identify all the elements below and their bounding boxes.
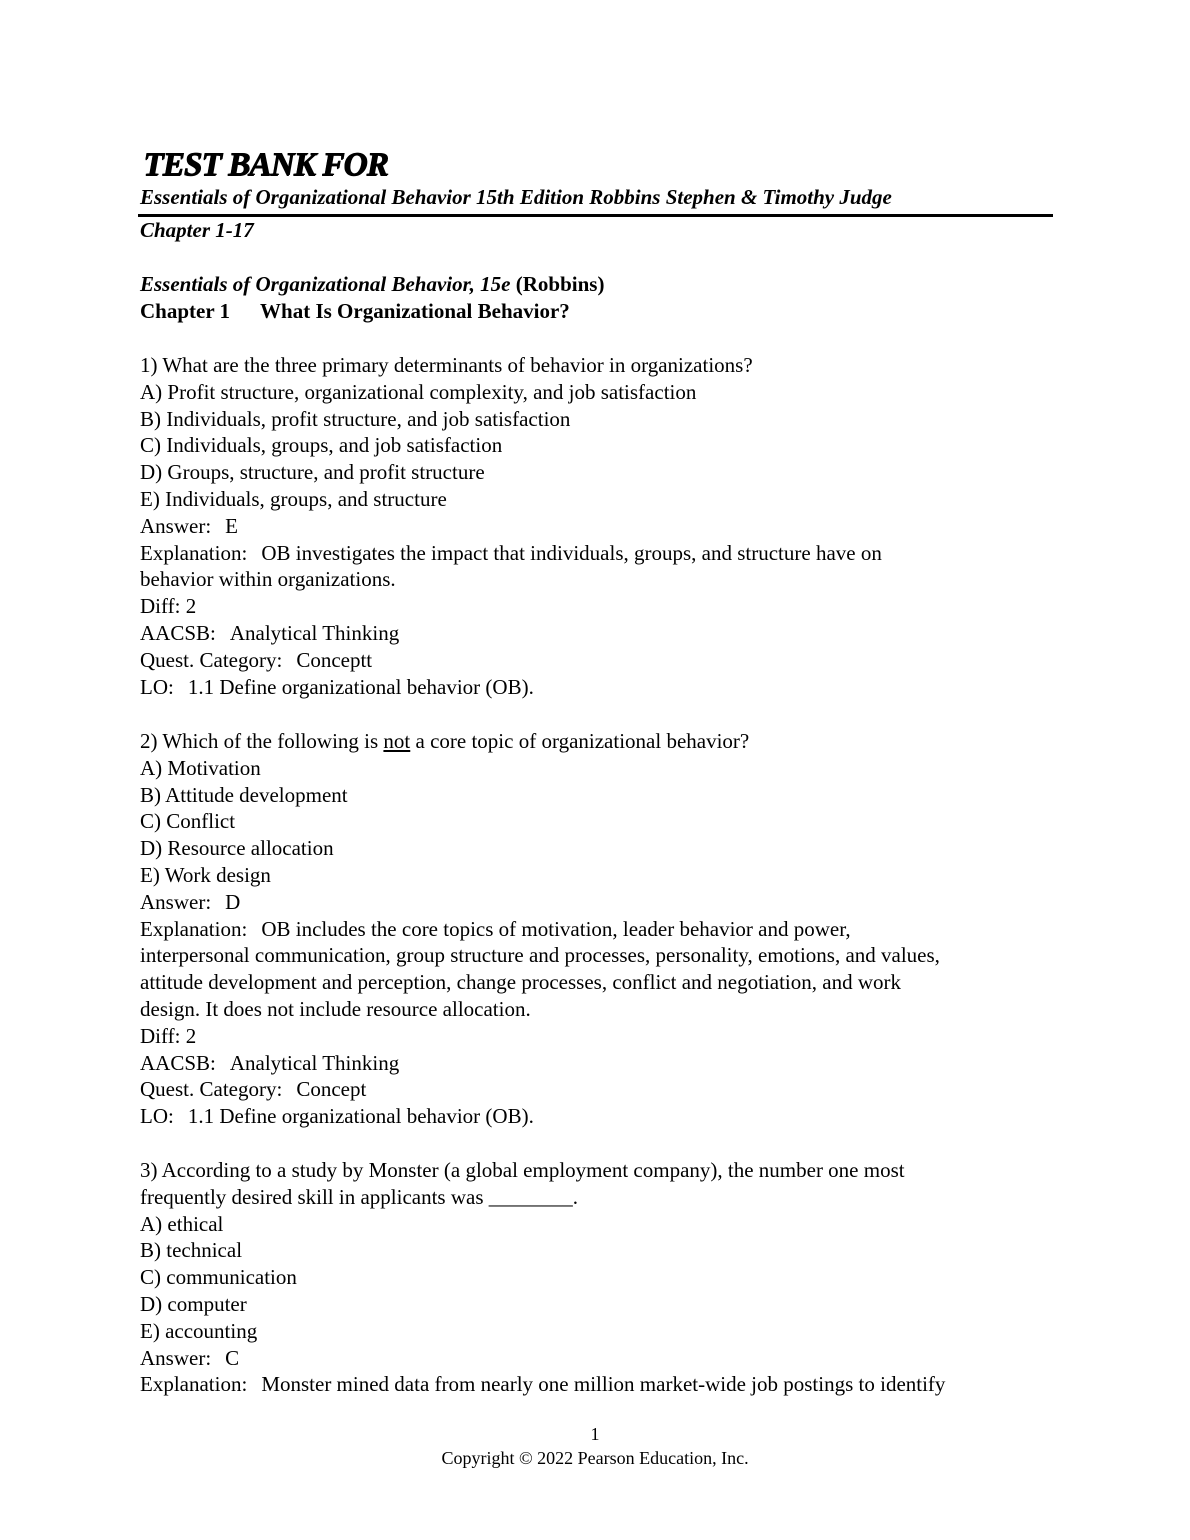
explanation-line (140, 1371, 945, 1398)
option-e: E) Work design (140, 862, 271, 887)
option-b: B) Attitude development (140, 782, 348, 807)
chapter-heading (140, 299, 570, 324)
explanation-text: OB investigates the impact that individuals, groups, and structure have on (261, 540, 882, 565)
difficulty: Diff: 2 (140, 1023, 197, 1048)
explanation-label: Explanation: (140, 916, 248, 941)
aacsb-line (140, 1050, 940, 1077)
explanation-text: Monster mined data from nearly one million market-wide job postings to identify (261, 1372, 946, 1397)
option-d: D) computer (140, 1291, 247, 1316)
lo-line (140, 1103, 940, 1130)
option-d: D) Groups, structure, and profit structure (140, 460, 485, 485)
explanation-cont: attitude development and perception, change processes, conflict and negotiation, and work (140, 970, 901, 995)
category-label: Quest. Category: (140, 1077, 283, 1102)
option-a: A) ethical (140, 1211, 224, 1236)
stem-emphasis: not (383, 729, 411, 753)
lo-value: 1.1 Define organizational behavior (OB). (187, 674, 534, 699)
answer-value: D (225, 889, 241, 914)
page-number: 1 (590, 1424, 600, 1444)
aacsb-label: AACSB: (140, 1050, 216, 1075)
aacsb-value: Analytical Thinking (229, 1050, 400, 1075)
question-stem-cont: frequently desired skill in applicants was ________. (140, 1184, 578, 1209)
explanation-cont: design. It does not include resource allocation. (140, 996, 531, 1021)
question-3 (140, 1157, 945, 1398)
lo-value: 1.1 Define organizational behavior (OB). (187, 1104, 534, 1129)
question-2 (140, 728, 940, 1130)
answer-line (140, 1345, 945, 1372)
category-value: Conceptt (296, 647, 373, 672)
question-stem (140, 728, 940, 755)
category-label: Quest. Category: (140, 647, 283, 672)
answer-line (140, 513, 882, 540)
option-c: C) Individuals, groups, and job satisfaction (140, 433, 503, 458)
aacsb-value: Analytical Thinking (229, 620, 400, 645)
question-stem: 1) What are the three primary determinants of behavior in organizations? (140, 353, 753, 377)
question-stem: 3) According to a study by Monster (a global employment company), the number one most (140, 1158, 905, 1182)
option-c: C) Conflict (140, 809, 236, 834)
option-e: E) accounting (140, 1318, 258, 1343)
chapter-label: Chapter 1 (140, 299, 231, 323)
lo-line (140, 674, 882, 701)
explanation-cont: interpersonal communication, group structure and processes, personality, emotions, and values, (140, 943, 940, 968)
explanation-line (140, 540, 882, 567)
option-e: E) Individuals, groups, and structure (140, 486, 447, 511)
difficulty: Diff: 2 (140, 594, 197, 619)
explanation-line (140, 916, 940, 943)
explanation-label: Explanation: (140, 540, 248, 565)
option-a: A) Profit structure, organizational complexity, and job satisfaction (140, 379, 697, 404)
option-c: C) communication (140, 1265, 297, 1290)
stem-text: 2) Which of the following is (140, 729, 384, 753)
header-rule (138, 214, 1053, 217)
answer-value: C (225, 1345, 240, 1370)
option-b: B) technical (140, 1238, 243, 1263)
answer-label: Answer: (140, 1345, 212, 1370)
explanation-label: Explanation: (140, 1372, 248, 1397)
book-author: (Robbins) (515, 272, 605, 296)
chapter-title: What Is Organizational Behavior? (260, 299, 570, 323)
aacsb-line (140, 620, 882, 647)
category-line (140, 1076, 940, 1103)
explanation-cont: behavior within organizations. (140, 567, 396, 592)
answer-line (140, 889, 940, 916)
option-a: A) Motivation (140, 755, 261, 780)
category-value: Concept (296, 1077, 367, 1102)
option-d: D) Resource allocation (140, 836, 334, 861)
explanation-text: OB includes the core topics of motivation, leader behavior and power, (261, 916, 851, 941)
answer-value: E (225, 513, 238, 538)
book-subtitle: Essentials of Organizational Behavior 15th Edition Robbins Stephen & Timothy Judge (140, 185, 892, 209)
answer-label: Answer: (140, 513, 212, 538)
category-line (140, 647, 882, 674)
banner-title: TEST BANK FOR (143, 146, 388, 183)
book-title: Essentials of Organizational Behavior, 15e (140, 272, 511, 296)
stem-text: a core topic of organizational behavior? (410, 729, 750, 753)
book-title-line (140, 272, 604, 297)
chapter-range: Chapter 1-17 (140, 218, 254, 242)
question-1 (140, 352, 882, 700)
answer-label: Answer: (140, 889, 212, 914)
lo-label: LO: (140, 674, 174, 699)
lo-label: LO: (140, 1104, 174, 1129)
aacsb-label: AACSB: (140, 620, 216, 645)
option-b: B) Individuals, profit structure, and job satisfaction (140, 406, 571, 431)
copyright-notice: Copyright © 2022 Pearson Education, Inc. (441, 1448, 749, 1468)
